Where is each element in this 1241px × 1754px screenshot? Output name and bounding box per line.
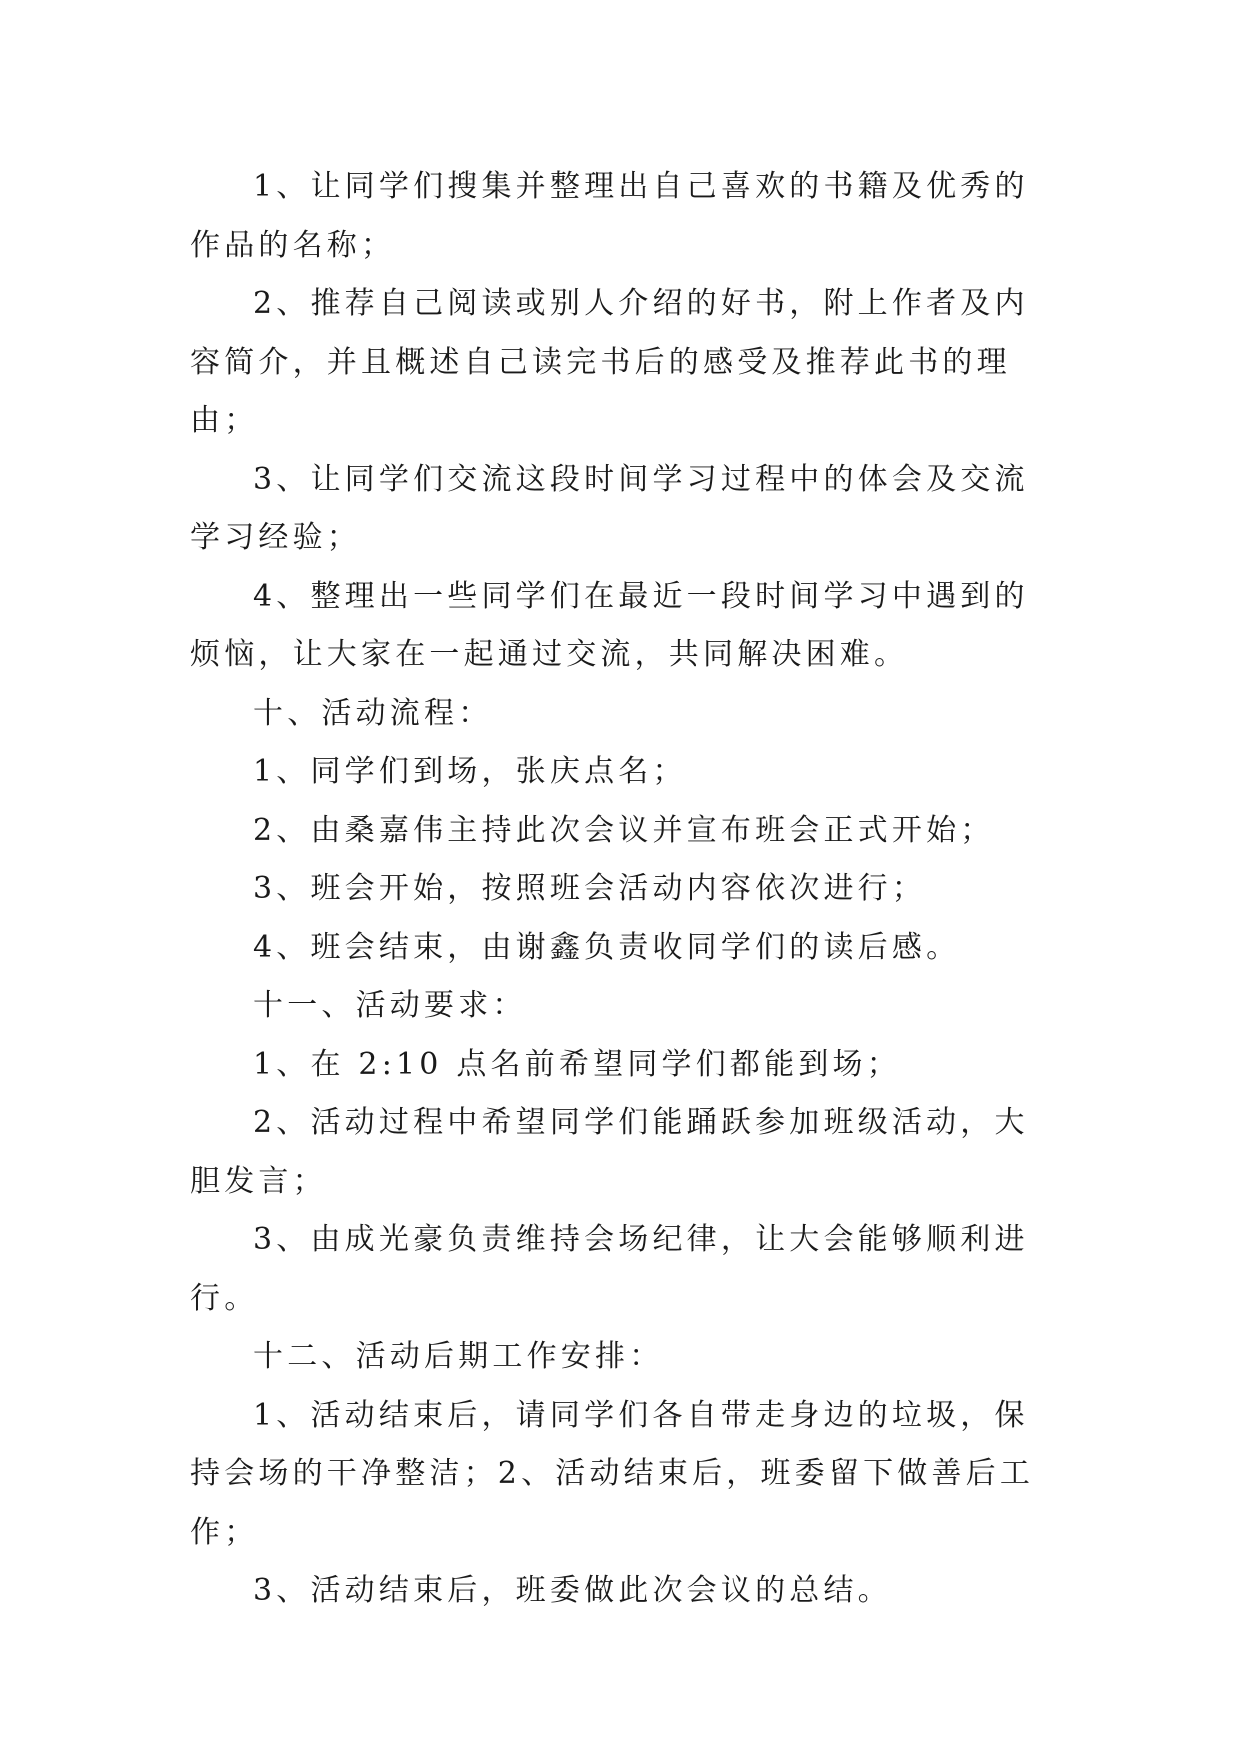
paragraph-flow-step-2: 2、由桑嘉伟主持此次会议并宣布班会正式开始； bbox=[253, 812, 995, 848]
paragraph-flow-step-4: 4、班会结束，由谢鑫负责收同学们的读后感。 bbox=[253, 929, 961, 965]
paragraph-flow-step-3: 3、班会开始，按照班会活动内容依次进行； bbox=[253, 871, 927, 906]
section-heading-activity-flow: 十、活动流程： bbox=[253, 695, 493, 731]
paragraph-flow-step-1: 1、同学们到场，张庆点名； bbox=[253, 754, 687, 789]
paragraph-recommend-books: 2、推荐自己阅读或别人介绍的好书，附上作者及内容简介，并且概述自己读完书后的感受及推荐此书的理由； bbox=[190, 286, 1029, 438]
paragraph-exchange-experience: 3、让同学们交流这段时间学习过程中的体会及交流学习经验； bbox=[190, 461, 1029, 555]
paragraph-solve-troubles: 4、整理出一些同学们在最近一段时间学习中遇到的烦恼，让大家在一起通过交流，共同解决困难。 bbox=[190, 578, 1029, 672]
paragraph-requirement-1: 1、在 2:10 点名前希望同学们都能到场； bbox=[253, 1046, 901, 1082]
paragraph-post-activity-1-2: 1、活动结束后，请同学们各自带走身边的垃圾，保持会场的干净整洁；2、活动结束后，班委留下做善后工作； bbox=[190, 1397, 1035, 1550]
section-heading-activity-requirements: 十一、活动要求： bbox=[253, 988, 527, 1023]
paragraph-requirement-2: 2、活动过程中希望同学们能踊跃参加班级活动，大胆发言； bbox=[190, 1105, 1029, 1199]
document-body bbox=[190, 158, 1060, 1621]
paragraph-post-activity-3: 3、活动结束后，班委做此次会议的总结。 bbox=[253, 1573, 892, 1608]
section-heading-post-activity: 十二、活动后期工作安排： bbox=[253, 1339, 664, 1374]
paragraph-requirement-3: 3、由成光豪负责维持会场纪律，让大会能够顺利进行。 bbox=[190, 1222, 1029, 1316]
paragraph-collect-books: 1、让同学们搜集并整理出自己喜欢的书籍及优秀的作品的名称； bbox=[190, 169, 1029, 263]
